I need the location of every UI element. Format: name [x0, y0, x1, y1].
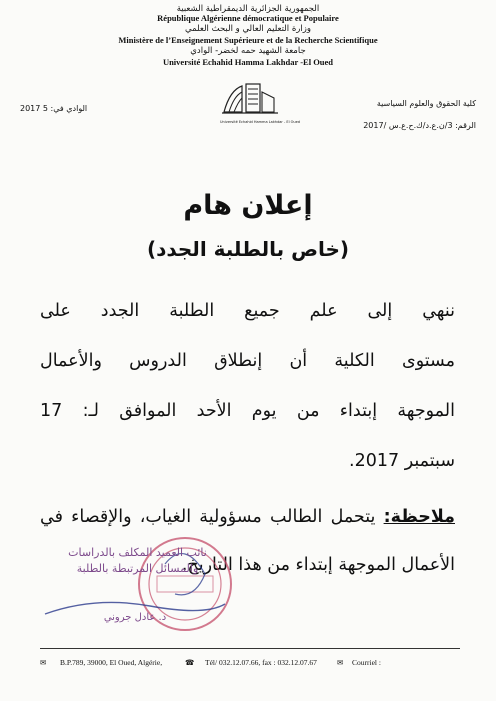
- university-ar: جامعة الشهيد حمه لخضر- الوادي: [190, 46, 306, 56]
- body-line: مستوى الكلية أن إنطلاق الدروس والأعمال: [40, 351, 455, 371]
- footer-email-icon: ✉: [337, 658, 344, 667]
- signatory-name: د. عادل جروني: [103, 612, 167, 623]
- faculty-name: كلية الحقوق والعلوم السياسية: [376, 99, 476, 108]
- place-date: الوادي في: 5 2017: [20, 104, 88, 113]
- ministry-ar: وزارة التعليم العالي و البحث العلمي: [185, 24, 311, 34]
- body-line: ننهي إلى علم جميع الطلبة الجدد على: [40, 301, 455, 321]
- note-label: ملاحظة:: [383, 507, 455, 527]
- logo-caption: Université Echahid Hamma Lakhdar - El Oued: [220, 120, 301, 124]
- signatory-title-2: والمسائل المرتبطة بالطلبة: [76, 562, 199, 575]
- note-paragraph: [40, 509, 455, 527]
- note-text: يتحمل الطالب مسؤولية الغياب، والإقصاء في: [40, 507, 384, 527]
- footer-phone-fax: Tél/ 032.12.07.66, fax : 032.12.07.67: [205, 658, 317, 667]
- reference-number: الرقم: 3/ن.ع.د/ك.ح.ع.س /2017: [363, 121, 476, 130]
- body-line: سبتمبر 2017.: [349, 451, 455, 471]
- footer-phone-icon: ☎: [185, 658, 195, 667]
- university-logo: [220, 80, 301, 124]
- republic-fr: République Algérienne démocratique et Populaire: [157, 13, 339, 23]
- announcement-title: إعلان هام: [183, 190, 313, 221]
- ministry-fr: Ministère de l’Enseignement Supérieure et de la Recherche Scientifique: [118, 35, 378, 45]
- signatory-title-1: نائب العميد المكلف بالدراسات: [68, 546, 207, 559]
- signature-block: [35, 534, 240, 634]
- footer-address: B.P.789, 39000, El Oued, Algérie,: [60, 658, 163, 667]
- footer-mail-icon: ✉: [40, 658, 47, 667]
- university-logo-graphic: [220, 80, 280, 114]
- footer-divider: [40, 648, 460, 649]
- republic-ar: الجمهورية الجزائرية الديمقراطية الشعبية: [176, 4, 320, 14]
- body-line: الموجهة إبتداء من يوم الأحد الموافق لـ: 17: [40, 401, 455, 421]
- announcement-subtitle: (خاص بالطلبة الجدد): [146, 237, 350, 261]
- footer-email-label: Courriel :: [352, 658, 381, 667]
- note-line-2: الأعمال الموجهة إبتداء من هذا التاريخ.: [181, 555, 455, 575]
- university-fr: Université Echahid Hamma Lakhdar -El Oued: [162, 57, 334, 67]
